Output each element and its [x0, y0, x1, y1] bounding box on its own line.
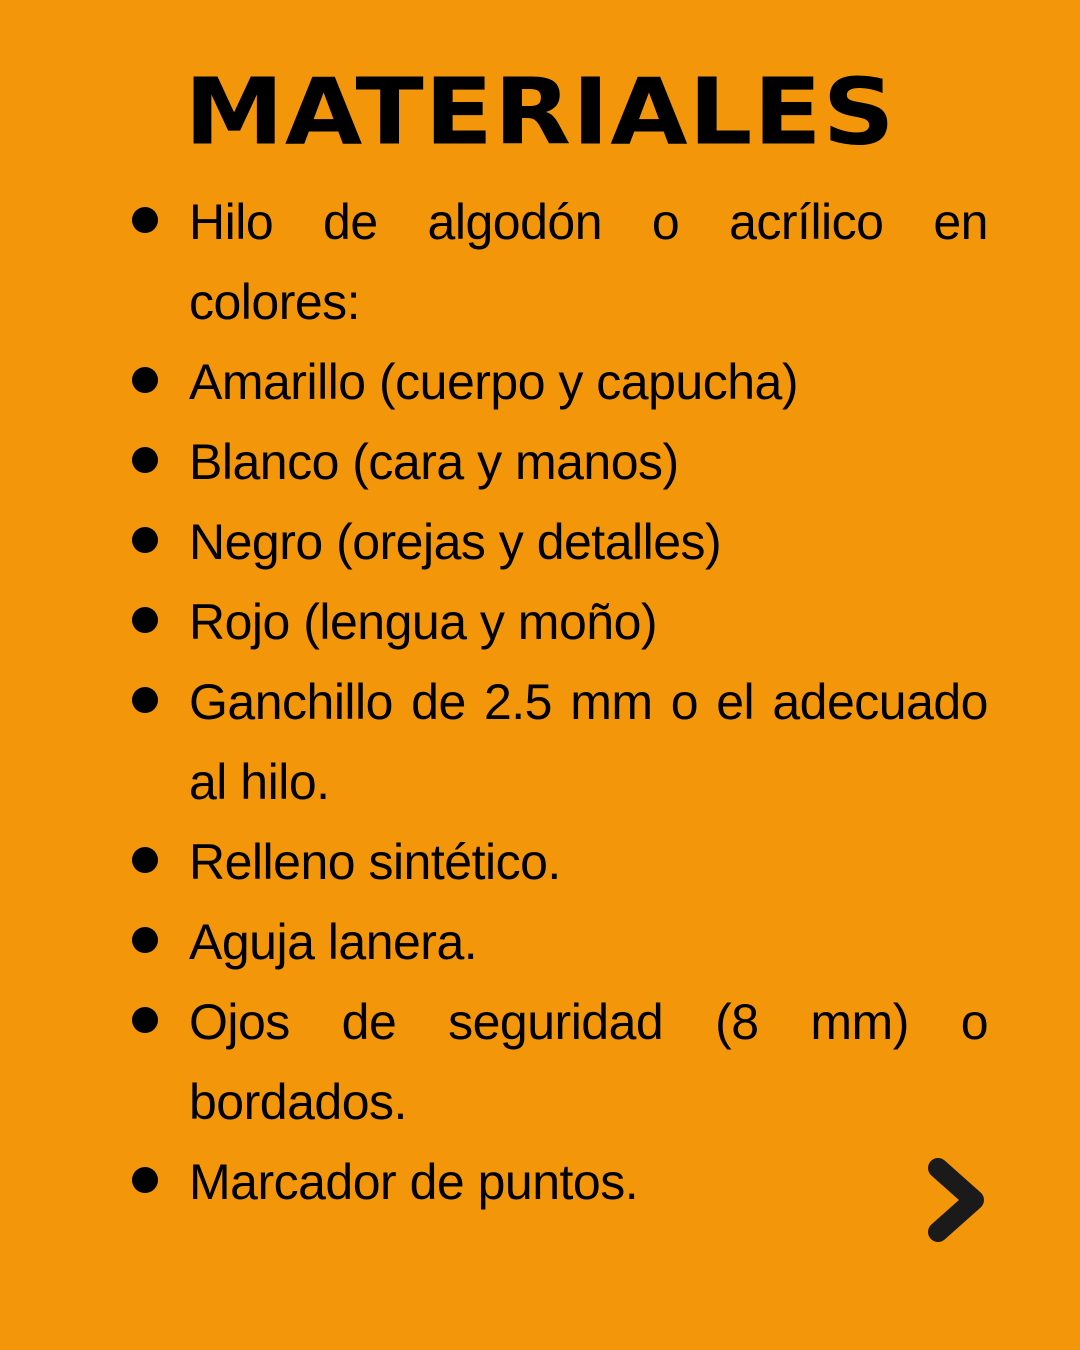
bullet-icon [132, 367, 158, 393]
bullet-icon [132, 1167, 158, 1193]
list-item-label: Blanco (cara y manos) [189, 434, 679, 490]
list-item-label: Ojos de seguridad (8 mm) o bordados. [189, 994, 988, 1130]
list-item-label: Hilo de algodón o acrílico en colores: [189, 194, 988, 330]
bullet-icon [132, 607, 158, 633]
chevron-right-icon [918, 1152, 998, 1248]
next-button[interactable] [918, 1152, 998, 1248]
list-item-label: Aguja lanera. [189, 914, 478, 970]
list-item-label: Rojo (lengua y moño) [189, 594, 658, 650]
bullet-icon [132, 207, 158, 233]
list-item [0, 182, 988, 342]
list-item-label: Marcador de puntos. [189, 1154, 639, 1210]
list-item [0, 422, 988, 502]
bullet-icon [132, 847, 158, 873]
list-item [0, 822, 988, 902]
list-item-label: Relleno sintético. [189, 834, 561, 890]
list-item-label: Ganchillo de 2.5 mm o el adecuado al hilo. [189, 674, 988, 810]
list-item [0, 582, 988, 662]
bullet-icon [132, 687, 158, 713]
list-item [0, 662, 988, 822]
materials-list [0, 182, 1080, 1222]
bullet-icon [132, 1007, 158, 1033]
list-item [0, 982, 988, 1142]
list-item [0, 1142, 988, 1222]
list-item-label: Negro (orejas y detalles) [189, 514, 722, 570]
list-item [0, 342, 988, 422]
list-item-label: Amarillo (cuerpo y capucha) [189, 354, 798, 410]
list-item [0, 502, 988, 582]
bullet-icon [132, 527, 158, 553]
page-title: MATERIALES [184, 57, 896, 166]
bullet-icon [132, 927, 158, 953]
list-item [0, 902, 988, 982]
bullet-icon [132, 447, 158, 473]
